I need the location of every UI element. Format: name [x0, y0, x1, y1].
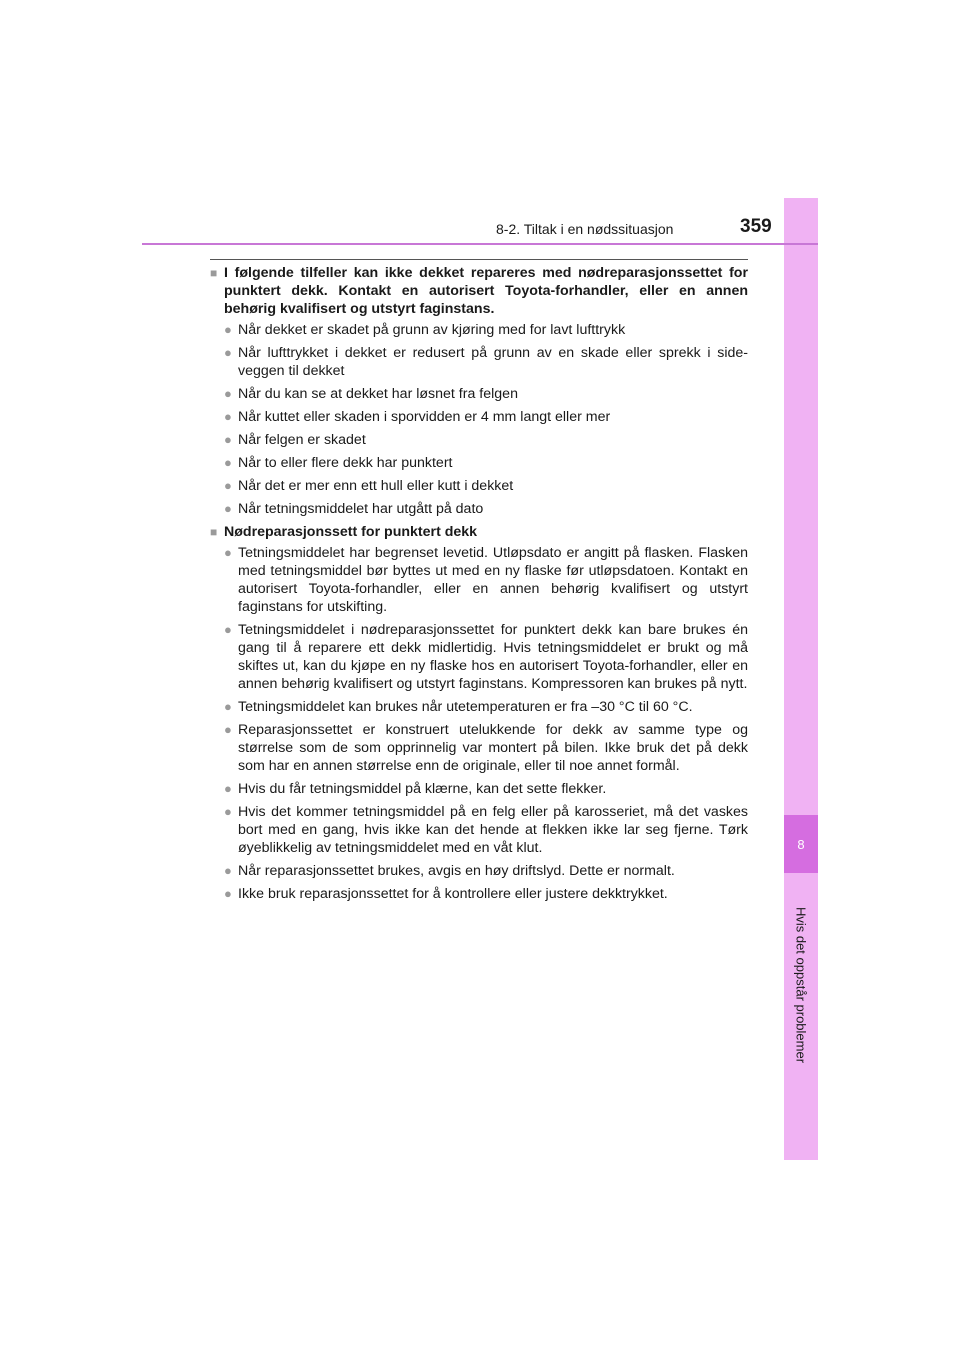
content-divider	[210, 259, 748, 260]
list-item	[224, 544, 748, 616]
list-item-text: Når felgen er skadet	[238, 432, 366, 448]
list-item-text: Tetningsmiddelet har begrenset levetid. Utløpsdato er angitt på flasken. Flasken med tetningsmiddel bør byttes ut med en ny flaske før utløpsdatoen. Kontakt en autorisert Toyota-forhandler, eller en annen behørig kvalifisert og utstyrt faginstans for utskifting.	[238, 545, 748, 615]
list-item-text: Når reparasjonssettet brukes, avgis en høy driftslyd. Dette er normalt.	[238, 863, 675, 879]
list-item-text: Ikke bruk reparasjonssettet for å kontrollere eller justere dekktrykket.	[238, 886, 668, 902]
list-item	[224, 321, 748, 339]
list-item-text: Når to eller flere dekk har punktert	[238, 455, 453, 471]
square-bullet-icon: ■	[210, 525, 218, 539]
circle-bullet-icon: ●	[224, 804, 232, 819]
list-item	[224, 862, 748, 880]
section-heading	[210, 523, 748, 541]
page-content	[210, 264, 748, 908]
list-item-text: Når det er mer enn ett hull eller kutt i dekket	[238, 478, 514, 494]
chapter-label: Hvis det oppstår problemer	[793, 906, 809, 1064]
list-item	[224, 431, 748, 449]
list-item	[224, 344, 748, 380]
circle-bullet-icon: ●	[224, 478, 232, 493]
square-bullet-icon: ■	[210, 266, 218, 280]
circle-bullet-icon: ●	[224, 622, 232, 637]
list-item	[224, 698, 748, 716]
circle-bullet-icon: ●	[224, 781, 232, 796]
section-heading-text: Nødreparasjonssett for punktert dekk	[224, 524, 478, 540]
page-number: 359	[740, 216, 772, 237]
list-item	[224, 408, 748, 426]
chapter-number-tab: 8	[784, 815, 818, 873]
list-item	[224, 803, 748, 857]
list-item-text: Reparasjonssettet er konstruert utelukkende for dekk av samme type og størrelse som de som opprinnelig var montert på bilen. Ikke bruk det på dekk som har en annen størrelse enn de originale, eller til noe annet formål.	[238, 722, 748, 774]
list-item	[224, 477, 748, 495]
circle-bullet-icon: ●	[224, 699, 232, 714]
circle-bullet-icon: ●	[224, 322, 232, 337]
circle-bullet-icon: ●	[224, 501, 232, 516]
section-title: 8-2. Tiltak i en nødssituasjon	[496, 221, 674, 237]
circle-bullet-icon: ●	[224, 455, 232, 470]
circle-bullet-icon: ●	[224, 409, 232, 424]
list-item	[224, 621, 748, 693]
list-item	[224, 500, 748, 518]
list-item-text: Når dekket er skadet på grunn av kjøring med for lavt lufttrykk	[238, 322, 626, 338]
circle-bullet-icon: ●	[224, 886, 232, 901]
list-item-text: Når lufttrykket i dekket er redusert på grunn av en skade eller sprekk i side- veggen til dekket	[238, 345, 748, 379]
section-heading	[210, 264, 748, 318]
circle-bullet-icon: ●	[224, 345, 232, 360]
circle-bullet-icon: ●	[224, 545, 232, 560]
list-item-text: Hvis du får tetningsmiddel på klærne, kan det sette flekker.	[238, 781, 607, 797]
circle-bullet-icon: ●	[224, 722, 232, 737]
list-item-text: Hvis det kommer tetningsmiddel på en felg eller på karosseriet, må det vaskes bort med en gang, hvis ikke kan det hende at flekken ikke lar seg fjerne. Tørk øyeblikkelig av tetningsmiddelet med en våt klut.	[238, 804, 748, 856]
section-heading-text: I følgende tilfeller kan ikke dekket repareres med nødreparasjonssettet for punktert dekk. Kontakt en autorisert Toyota-forhandler, eller en annen behørig kvalifisert og utstyrt faginstans.	[224, 265, 748, 317]
list-item-text: Når tetningsmiddelet har utgått på dato	[238, 501, 484, 517]
header-divider	[142, 243, 818, 245]
list-item	[224, 454, 748, 472]
circle-bullet-icon: ●	[224, 432, 232, 447]
list-item-text: Når kuttet eller skaden i sporvidden er 4 mm langt eller mer	[238, 409, 611, 425]
list-item-text: Tetningsmiddelet kan brukes når utetemperaturen er fra –30 °C til 60 °C.	[238, 699, 693, 715]
list-item	[224, 721, 748, 775]
circle-bullet-icon: ●	[224, 386, 232, 401]
circle-bullet-icon: ●	[224, 863, 232, 878]
list-item	[224, 780, 748, 798]
list-item	[224, 385, 748, 403]
list-item-text: Tetningsmiddelet i nødreparasjonssettet for punktert dekk kan bare brukes én gang til å reparere ett dekk midlertidig. Hvis tetningsmiddelet er brukt og må skiftes ut, kan du kjøpe en ny flaske hos en autorisert Toyota-forhandler, eller en annen behørig kvalifisert og utstyrt faginstans. Kompressoren kan brukes på nytt.	[238, 622, 748, 692]
list-item-text: Når du kan se at dekket har løsnet fra felgen	[238, 386, 518, 402]
list-item	[224, 885, 748, 903]
